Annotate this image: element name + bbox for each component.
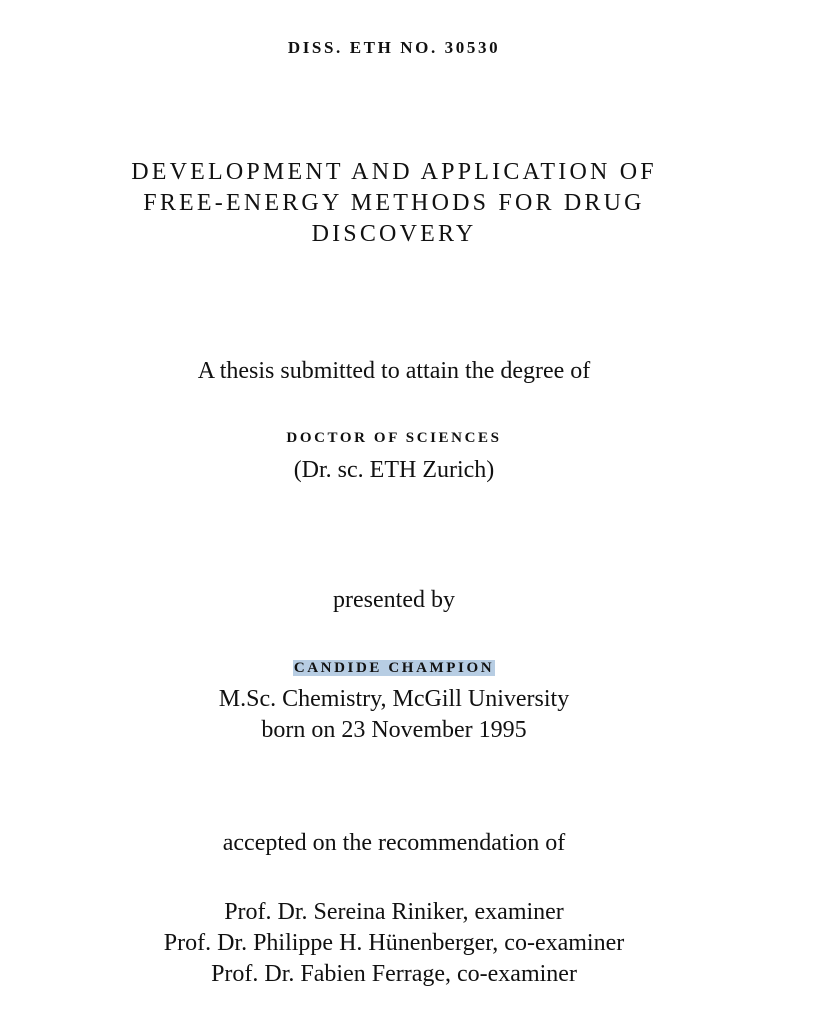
- committee-member-1: Prof. Dr. Sereina Riniker, examiner: [224, 899, 564, 925]
- diss-number: DISS. ETH NO. 30530: [287, 38, 501, 57]
- committee-member-3: Prof. Dr. Fabien Ferrage, co-examiner: [211, 961, 577, 987]
- degree-intro: A thesis submitted to attain the degree of: [197, 358, 591, 384]
- committee-member-2: Prof. Dr. Philippe H. Hünenberger, co-examiner: [163, 930, 625, 956]
- thesis-title-line-2: FREE-ENERGY METHODS FOR DRUG: [143, 190, 645, 216]
- presented-by-label: presented by: [333, 587, 455, 613]
- author-name[interactable]: CANDIDE CHAMPION: [293, 660, 495, 676]
- recommendation-intro: accepted on the recommendation of: [222, 830, 566, 856]
- author-name-row: [0, 660, 788, 677]
- author-birth-date: born on 23 November 1995: [261, 717, 527, 743]
- thesis-title-line-3: DISCOVERY: [311, 221, 477, 247]
- degree-abbrev: (Dr. sc. ETH Zurich): [293, 457, 495, 483]
- degree-name: DOCTOR OF SCIENCES: [286, 430, 502, 446]
- author-qualification: M.Sc. Chemistry, McGill University: [218, 686, 570, 712]
- thesis-title-line-1: DEVELOPMENT AND APPLICATION OF: [131, 159, 657, 185]
